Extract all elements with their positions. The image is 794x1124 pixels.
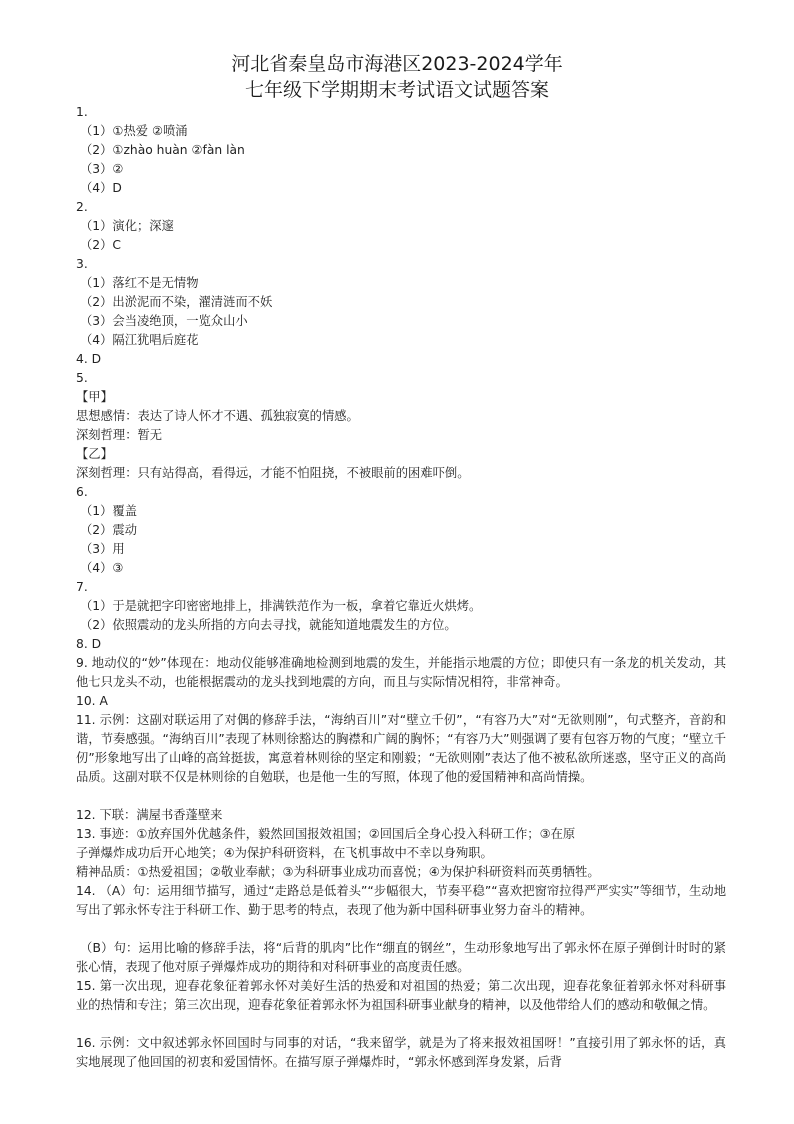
q5-section-jia: 【甲】 xyxy=(76,390,113,404)
q7-answer-1: （1）于是就把字印密密地排上，排满铁范作为一板，拿着它靠近火烘烤。 xyxy=(80,599,482,613)
q3-answer-2: （2）出淤泥而不染，濯清涟而不妖 xyxy=(80,295,273,309)
q3-answer-4: （4）隔江犹唱后庭花 xyxy=(80,333,199,347)
q7-number: 7. xyxy=(76,580,88,594)
q1-answer-2: （2）①zhào huàn ②fàn làn xyxy=(80,143,245,157)
q13-line-2: 子弹爆炸成功后开心地笑；④为保护科研资料，在飞机事故中不幸以身殉职。 xyxy=(76,846,493,860)
q2-answer-2: （2）C xyxy=(80,238,122,252)
q4-answer: 4. D xyxy=(76,352,102,366)
q6-answer-3: （3）用 xyxy=(80,542,125,556)
q2-answer-1: （1）演化；深邃 xyxy=(80,219,174,233)
q1-answer-4: （4）D xyxy=(80,181,122,195)
q1-answer-1: （1）①热爱 ②喷涌 xyxy=(80,124,188,138)
q5-jia-philosophy: 深刻哲理：暂无 xyxy=(76,428,163,442)
q12-answer: 12. 下联：满屋书香蓬壁来 xyxy=(76,808,223,822)
q7-answer-2: （2）依照震动的龙头所指的方向去寻找，就能知道地震发生的方位。 xyxy=(80,618,457,632)
q6-number: 6. xyxy=(76,485,88,499)
q14-part-a: 14. （A）句：运用细节描写，通过“走路总是低着头”“步幅很大，节奏平稳”“喜欢把窗帘拉得严严实实”等细节，生动地写出了郭永怀专注于科研工作、勤于思考的特点，表现了他为新中国科研事业努力奋斗的精神。 xyxy=(76,884,726,917)
q6-answer-1: （1）覆盖 xyxy=(80,504,138,518)
q5-number: 5. xyxy=(76,371,88,385)
q6-answer-4: （4）③ xyxy=(80,561,124,575)
q11-answer: 11. 示例：这副对联运用了对偶的修辞手法，“海纳百川”对“壁立千仞”，“有容乃大”对“无欲则刚”，句式整齐，音韵和谐，节奏感强。“海纳百川”表现了林则徐豁达的胸襟和广阔的胸怀；“有容乃大”则强调了要有包容万物的气度；“壁立千仞”形象地写出了山峰的高耸挺拔，寓意着林则徐的坚定和刚毅；“无欲则刚”表达了他不被私欲所迷惑，坚守正义的高尚品质。这副对联不仅是林则徐的自勉联，也是他一生的写照，体现了他的爱国精神和高尚情操。 xyxy=(76,713,726,784)
q10-answer: 10. A xyxy=(76,694,108,708)
q15-answer: 15. 第一次出现，迎春花象征着郭永怀对美好生活的热爱和对祖国的热爱；第二次出现，迎春花象征着郭永怀对科研事业的热情和专注；第三次出现，迎春花象征着郭永怀为祖国科研事业献身的精神，以及他带给人们的感动和敬佩之情。 xyxy=(76,979,726,1012)
document-title-line-2: 七年级下学期期末考试语文试题答案 xyxy=(244,79,549,101)
q8-answer: 8. D xyxy=(76,637,102,651)
q3-answer-3: （3）会当凌绝顶，一览众山小 xyxy=(80,314,248,328)
q5-yi-philosophy: 深刻哲理：只有站得高，看得远，才能不怕阻挠，不被眼前的困难吓倒。 xyxy=(76,466,470,480)
q1-answer-3: （3）② xyxy=(80,162,124,176)
q1-number: 1. xyxy=(76,105,88,119)
q9-answer: 9. 地动仪的“妙”体现在：地动仪能够准确地检测到地震的发生，并能指示地震的方位；即使只有一条龙的机关发动，其他七只龙头不动，也能根据震动的龙头找到地震的方向，而且与实际情况相符，非常神奇。 xyxy=(76,656,726,689)
q3-number: 3. xyxy=(76,257,88,271)
q6-answer-2: （2）震动 xyxy=(80,523,138,537)
q13-line-1: 13. 事迹：①放弃国外优越条件，毅然回国报效祖国；②回国后全身心投入科研工作；③在原 xyxy=(76,827,576,841)
q2-number: 2. xyxy=(76,200,88,214)
q16-answer: 16. 示例：文中叙述郭永怀回国时与同事的对话，“我来留学，就是为了将来报效祖国呀！”直接引用了郭永怀的话，真实地展现了他回国的初衷和爱国情怀。在描写原子弹爆炸时，“郭永怀感到浑身发紧，后背 xyxy=(76,1036,726,1069)
document-title-line-1: 河北省秦皇岛市海港区2023-2024学年 xyxy=(231,53,563,75)
q5-section-yi: 【乙】 xyxy=(76,447,113,461)
q14-part-b: （B）句：运用比喻的修辞手法，将“后背的肌肉”比作“绷直的钢丝”，生动形象地写出了郭永怀在原子弹倒计时时的紧张心情，表现了他对原子弹爆炸成功的期待和对科研事业的高度责任感。 xyxy=(76,941,726,974)
q13-line-3: 精神品质：①热爱祖国；②敬业奉献；③为科研事业成功而喜悦；④为保护科研资料而英勇牺牲。 xyxy=(76,865,600,879)
q3-answer-1: （1）落红不是无情物 xyxy=(80,276,199,290)
q5-jia-emotion: 思想感情：表达了诗人怀才不遇、孤独寂寞的情感。 xyxy=(76,409,359,423)
